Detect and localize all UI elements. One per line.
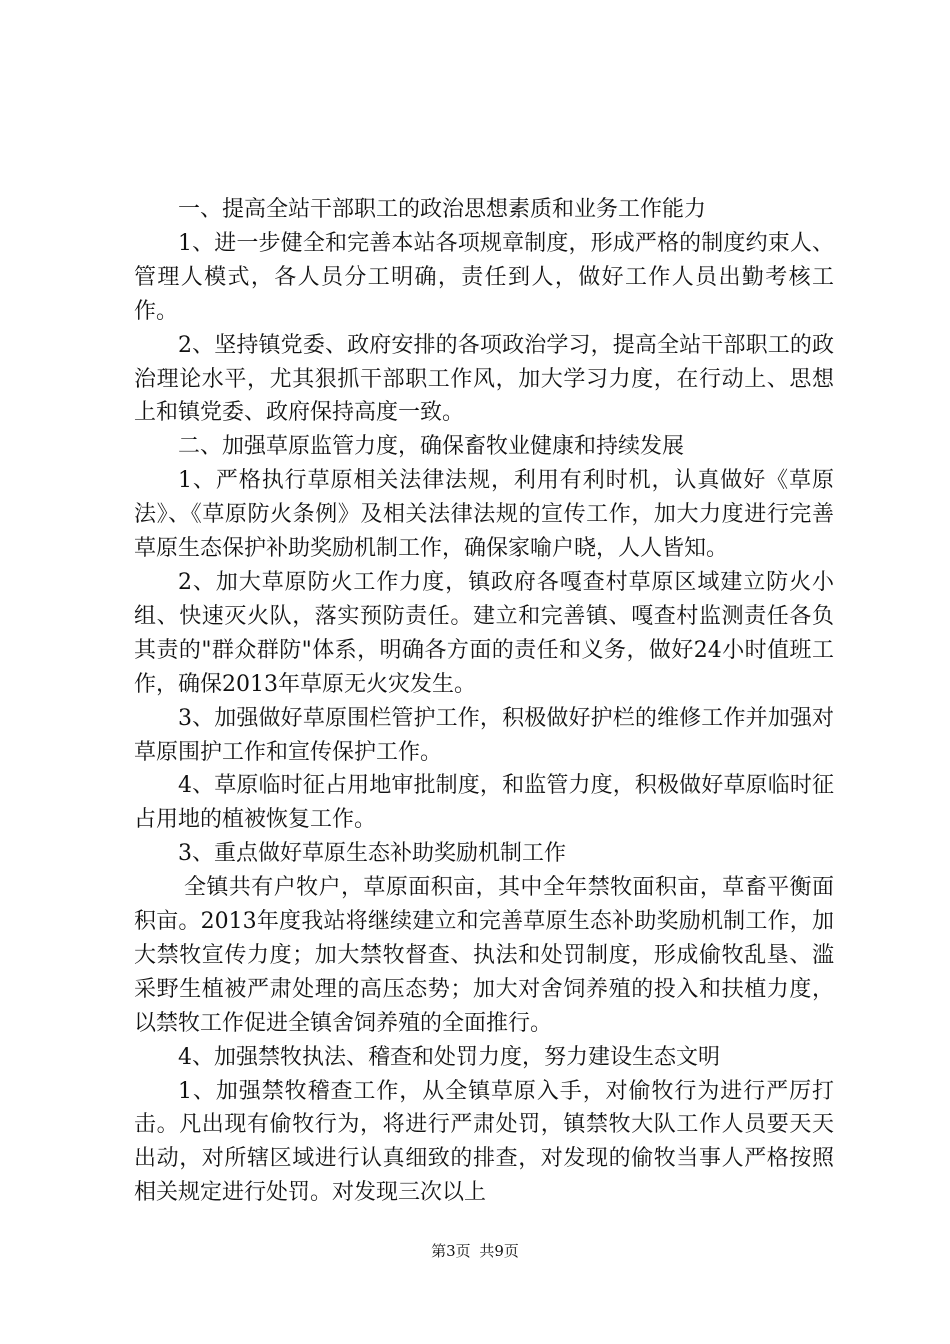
paragraph-2-4: 4、草原临时征占用地审批制度，和监管力度，积极做好草原临时征占用地的植被恢复工作。 bbox=[134, 773, 834, 833]
paragraph-2-1: 1、严格执行草原相关法律法规，利用有利时机，认真做好《草原法》、《草原防火条例》及相关法律法规的宣传工作，加大力度进行完善草原生态保护补助奖励机制工作，确保家喻户晓，人人皆知。 bbox=[134, 468, 834, 562]
paragraph-1-2: 2、坚持镇党委、政府安排的各项政治学习，提高全站干部职工的政治理论水平，尤其狠抓干部职工作风，加大学习力度，在行动上、思想上和镇党委、政府保持高度一致。 bbox=[134, 332, 834, 426]
paragraph-1-1: 1、进一步健全和完善本站各项规章制度，形成严格的制度约束人、管理人模式，各人员分工明确，责任到人，做好工作人员出勤考核工作。 bbox=[134, 230, 834, 324]
paragraph-4-1: 1、加强禁牧稽查工作，从全镇草原入手，对偷牧行为进行严厉打击。凡出现有偷牧行为，将进行严肃处罚，镇禁牧大队工作人员要天天出动，对所辖区域进行认真细致的排查，对发现的偷牧当事人严格按照相关规定进行处罚。对发现三次以上 bbox=[134, 1078, 834, 1206]
section-heading-2: 二、加强草原监管力度，确保畜牧业健康和持续发展 bbox=[178, 434, 685, 460]
page-footer bbox=[0, 1240, 950, 1261]
document-body bbox=[134, 193, 834, 1210]
page-number: 第3页 bbox=[431, 1242, 471, 1260]
page-total: 共9页 bbox=[479, 1242, 519, 1260]
section-heading-1: 一、提高全站干部职工的政治思想素质和业务工作能力 bbox=[178, 197, 707, 222]
section-heading-4: 4、加强禁牧执法、稽查和处罚力度，努力建设生态文明 bbox=[178, 1044, 720, 1070]
section-heading-3: 3、重点做好草原生态补助奖励机制工作 bbox=[178, 841, 566, 867]
paragraph-3-1: 全镇共有户牧户，草原面积亩，其中全年禁牧面积亩，草畜平衡面积亩。2013年度我站将继续建立和完善草原生态补助奖励机制工作，加大禁牧宣传力度；加大禁牧督查、执法和处罚制度，形成偷牧乱垦、滥采野生植被严肃处理的高压态势；加大对舍饲养殖的投入和扶植力度，以禁牧工作促进全镇舍饲养殖的全面推行。 bbox=[134, 875, 834, 1036]
paragraph-2-3: 3、加强做好草原围栏管护工作，积极做好护栏的维修工作并加强对草原围护工作和宣传保护工作。 bbox=[134, 705, 834, 765]
paragraph-2-2: 2、加大草原防火工作力度，镇政府各嘎查村草原区域建立防火小组、快速灭火队，落实预防责任。建立和完善镇、嘎查村监测责任各负其责的"群众群防"体系，明确各方面的责任和义务，做好24小时值班工作，确保2013年草原无火灾发生。 bbox=[134, 569, 834, 697]
